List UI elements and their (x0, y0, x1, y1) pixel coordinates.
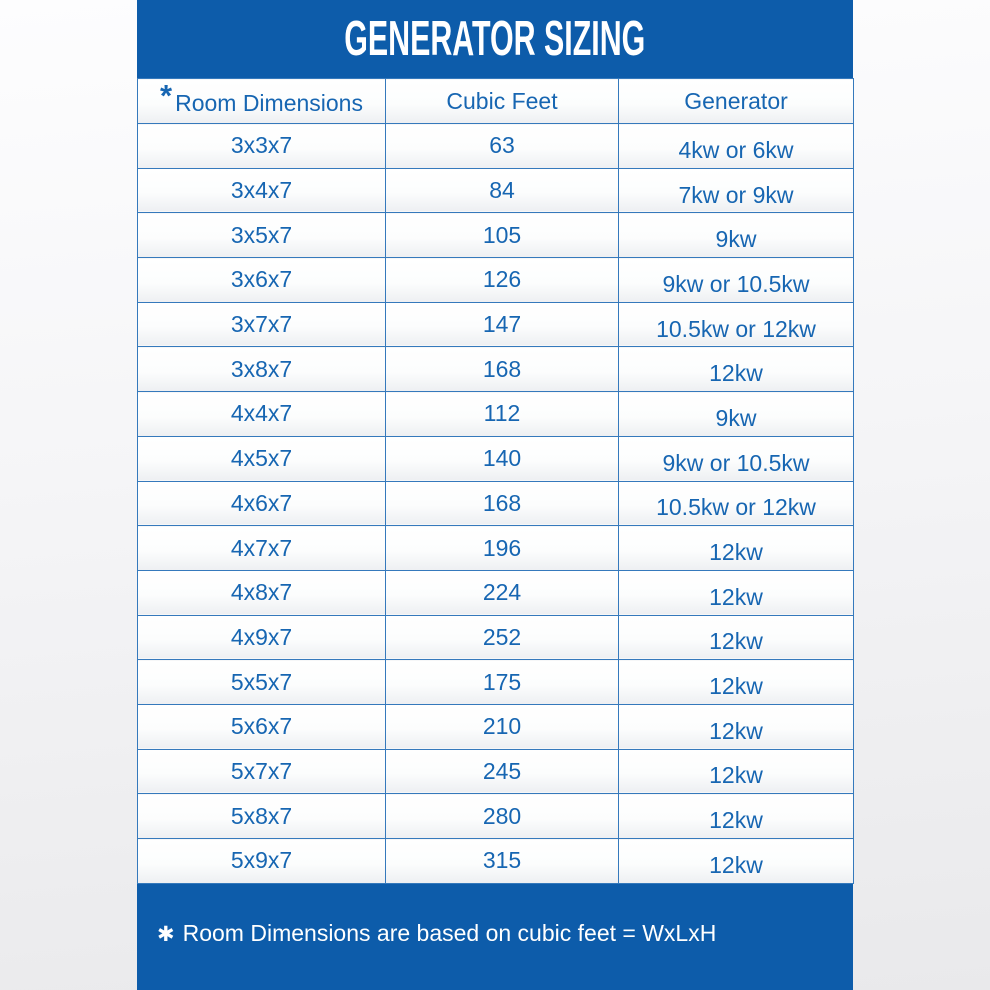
table-header-row (138, 79, 854, 124)
cell-room-dimensions: 5x5x7 (138, 660, 386, 705)
cell-room-dimensions: 5x9x7 (138, 839, 386, 884)
cell-generator: 4kw or 6kw (619, 124, 854, 169)
cell-generator: 12kw (619, 704, 854, 749)
cell-cubic-feet: 175 (386, 660, 619, 705)
cell-room-dimensions: 4x8x7 (138, 570, 386, 615)
cell-room-dimensions: 3x5x7 (138, 213, 386, 258)
header-room-dimensions-label: Room Dimensions (175, 90, 363, 116)
footnote-text: Room Dimensions are based on cubic feet = WxLxH (182, 920, 717, 946)
page-title: GENERATOR SIZING (344, 11, 646, 66)
table-row (138, 392, 854, 437)
table-row (138, 660, 854, 705)
table-row (138, 436, 854, 481)
cell-cubic-feet: 315 (386, 839, 619, 884)
cell-cubic-feet: 140 (386, 436, 619, 481)
table-row (138, 704, 854, 749)
cell-room-dimensions: 3x4x7 (138, 168, 386, 213)
cell-cubic-feet: 196 (386, 526, 619, 571)
cell-generator: 10.5kw or 12kw (619, 481, 854, 526)
table-row (138, 168, 854, 213)
cell-room-dimensions: 4x6x7 (138, 481, 386, 526)
cell-cubic-feet: 63 (386, 124, 619, 169)
cell-room-dimensions: 3x6x7 (138, 258, 386, 303)
title-band (137, 0, 853, 78)
footnote-asterisk-mark: ✱ (157, 923, 175, 946)
table-row (138, 302, 854, 347)
asterisk-mark: * (160, 78, 173, 113)
cell-generator: 12kw (619, 749, 854, 794)
cell-room-dimensions: 4x9x7 (138, 615, 386, 660)
cell-cubic-feet: 168 (386, 481, 619, 526)
cell-generator: 12kw (619, 526, 854, 571)
cell-generator: 9kw (619, 213, 854, 258)
cell-generator: 9kw (619, 392, 854, 437)
cell-room-dimensions: 4x4x7 (138, 392, 386, 437)
cell-cubic-feet: 252 (386, 615, 619, 660)
cell-room-dimensions: 3x7x7 (138, 302, 386, 347)
header-room-dimensions (138, 79, 386, 124)
footnote-band (137, 884, 853, 990)
cell-generator: 12kw (619, 794, 854, 839)
table-row (138, 794, 854, 839)
cell-cubic-feet: 112 (386, 392, 619, 437)
cell-cubic-feet: 126 (386, 258, 619, 303)
cell-generator: 12kw (619, 570, 854, 615)
table-row (138, 615, 854, 660)
cell-generator: 12kw (619, 660, 854, 705)
cell-room-dimensions: 5x6x7 (138, 704, 386, 749)
cell-room-dimensions: 4x5x7 (138, 436, 386, 481)
table-row (138, 570, 854, 615)
table-row (138, 749, 854, 794)
header-cubic-feet: Cubic Feet (386, 79, 619, 124)
table-row (138, 213, 854, 258)
cell-cubic-feet: 105 (386, 213, 619, 258)
cell-generator: 9kw or 10.5kw (619, 436, 854, 481)
cell-generator: 12kw (619, 839, 854, 884)
cell-cubic-feet: 168 (386, 347, 619, 392)
cell-generator: 12kw (619, 615, 854, 660)
generator-sizing-table (137, 78, 854, 884)
cell-generator: 10.5kw or 12kw (619, 302, 854, 347)
cell-generator: 9kw or 10.5kw (619, 258, 854, 303)
cell-generator: 7kw or 9kw (619, 168, 854, 213)
cell-room-dimensions: 3x3x7 (138, 124, 386, 169)
generator-sizing-panel (137, 0, 853, 990)
table-row (138, 526, 854, 571)
table-row (138, 839, 854, 884)
table-row (138, 258, 854, 303)
table-row (138, 347, 854, 392)
header-generator: Generator (619, 79, 854, 124)
cell-cubic-feet: 280 (386, 794, 619, 839)
cell-cubic-feet: 224 (386, 570, 619, 615)
cell-cubic-feet: 147 (386, 302, 619, 347)
cell-generator: 12kw (619, 347, 854, 392)
cell-cubic-feet: 84 (386, 168, 619, 213)
cell-room-dimensions: 4x7x7 (138, 526, 386, 571)
table-row (138, 124, 854, 169)
cell-room-dimensions: 5x7x7 (138, 749, 386, 794)
table-row (138, 481, 854, 526)
cell-cubic-feet: 210 (386, 704, 619, 749)
cell-room-dimensions: 3x8x7 (138, 347, 386, 392)
cell-room-dimensions: 5x8x7 (138, 794, 386, 839)
cell-cubic-feet: 245 (386, 749, 619, 794)
